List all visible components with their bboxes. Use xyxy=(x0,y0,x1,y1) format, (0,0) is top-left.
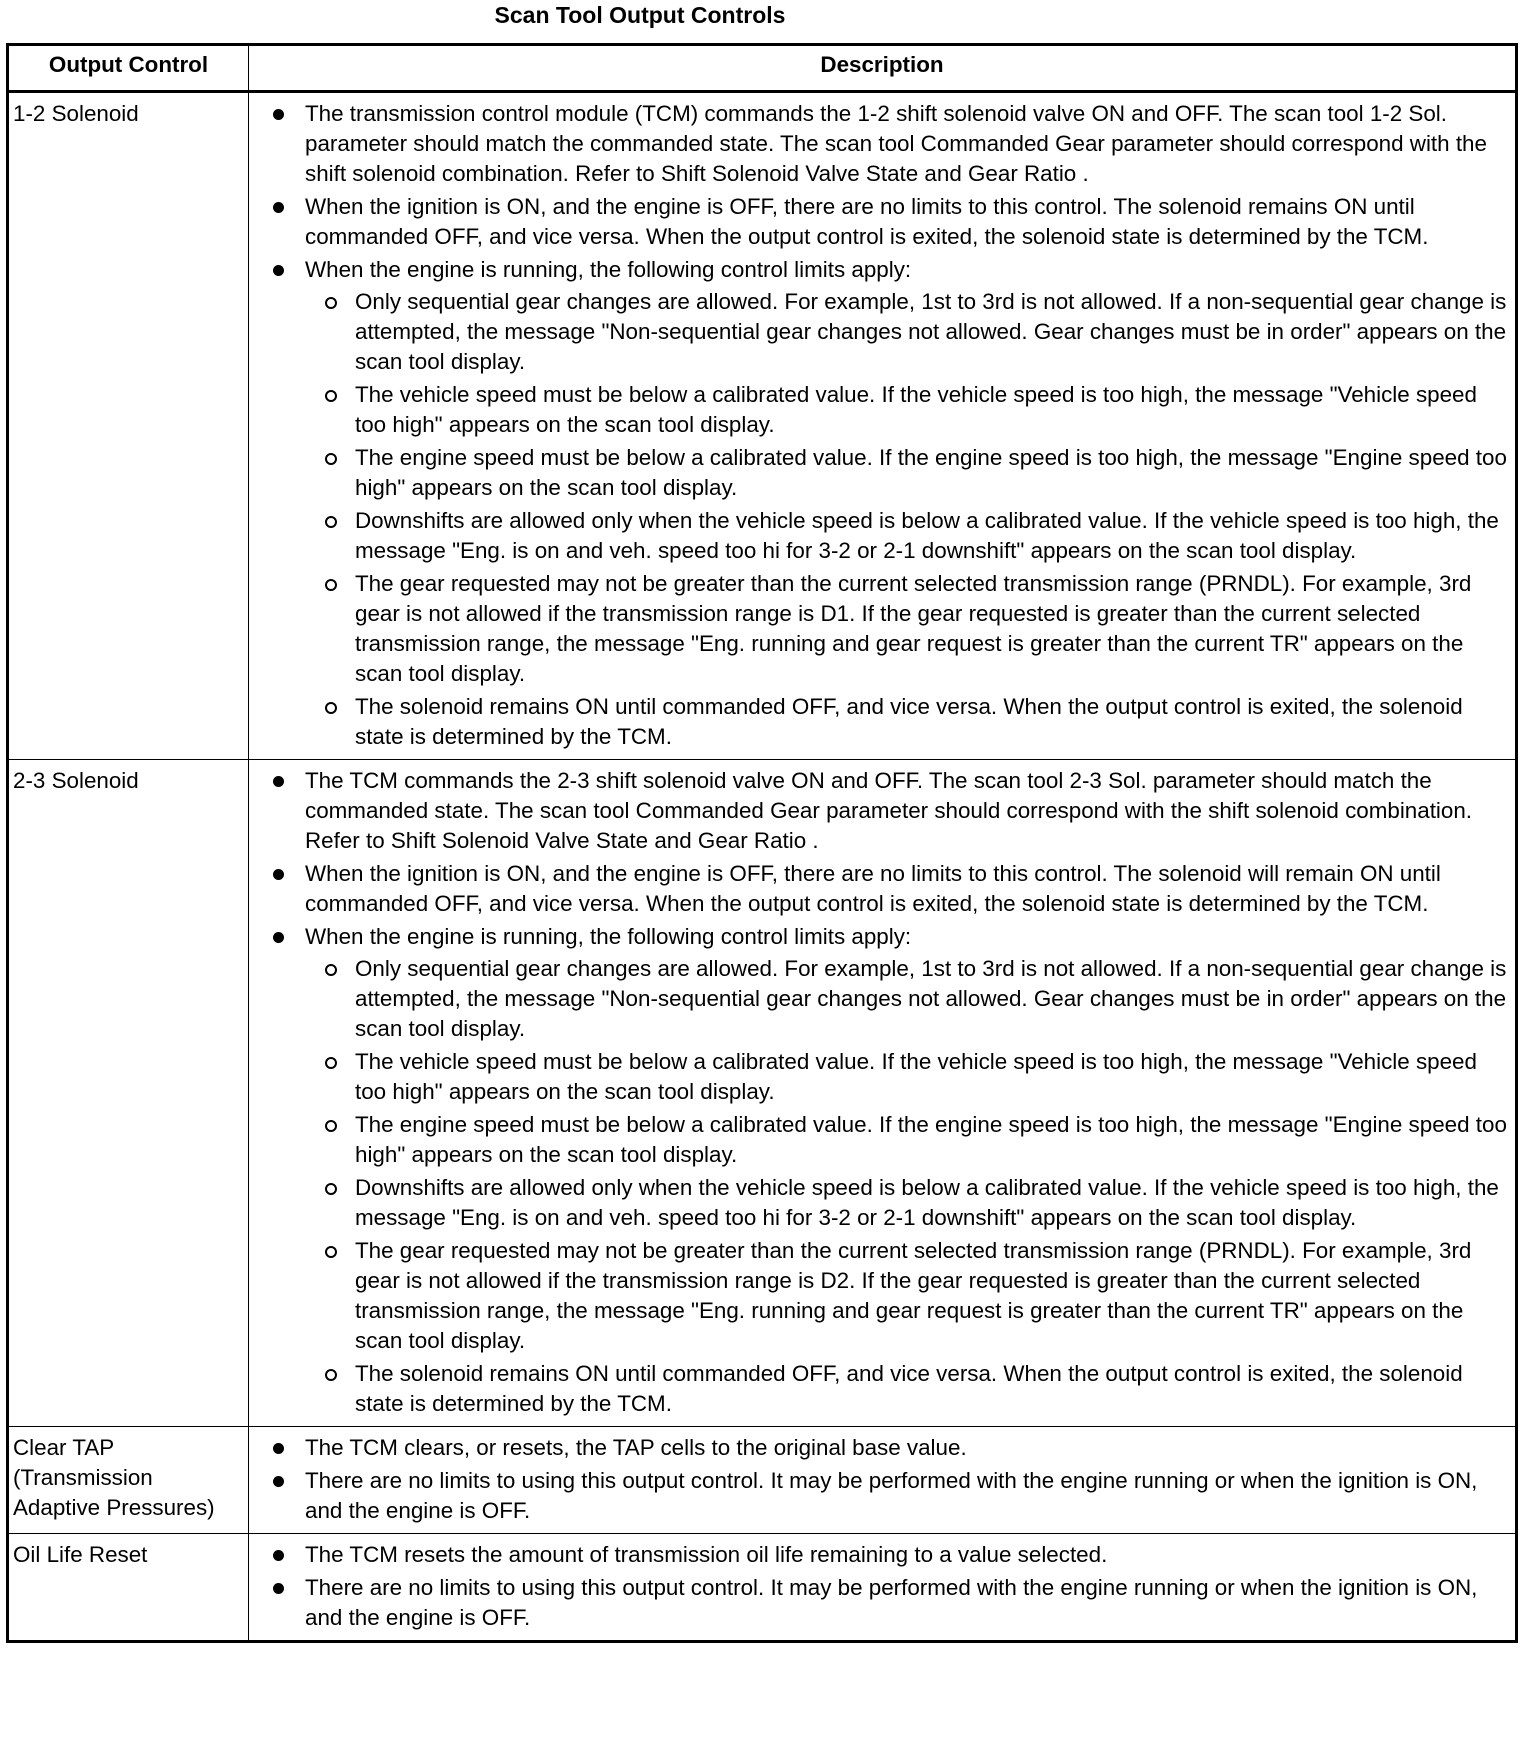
bullet-item xyxy=(249,99,1513,189)
sub-bullet-item: The vehicle speed must be below a calibrated value. If the vehicle speed is too high, the message "Vehicle speed too high" appears on the scan tool display. xyxy=(305,1047,1513,1107)
description-cell xyxy=(249,760,1517,1427)
bullet-item xyxy=(249,1540,1513,1570)
sub-bullet-list xyxy=(305,287,1513,752)
sub-bullet-item: The engine speed must be below a calibrated value. If the engine speed is too high, the message "Engine speed too high" appears on the scan tool display. xyxy=(305,443,1513,503)
table-row xyxy=(8,760,1517,1427)
bullet-text: The TCM resets the amount of transmission oil life remaining to a value selected. xyxy=(305,1542,1108,1567)
bullet-text: The TCM commands the 2-3 shift solenoid valve ON and OFF. The scan tool 2-3 Sol. parameter should match the commanded state. The scan tool Commanded Gear parameter should correspond with the shift solenoid combination. Refer to Shift Solenoid Valve State and Gear Ratio . xyxy=(305,768,1473,853)
bullet-text: When the ignition is ON, and the engine is OFF, there are no limits to this control. The solenoid will remain ON until commanded OFF, and vice versa. When the output control is exited, the solenoid state is determined by the TCM. xyxy=(305,861,1441,916)
sub-bullet-item: Only sequential gear changes are allowed. For example, 1st to 3rd is not allowed. If a non-sequential gear change is attempted, the message "Non-sequential gear changes not allowed. Gear changes must be in order" appears on the scan tool display. xyxy=(305,954,1513,1044)
output-control-name: Oil Life Reset xyxy=(8,1534,249,1642)
sub-bullet-item: Downshifts are allowed only when the vehicle speed is below a calibrated value. If the vehicle speed is too high, the message "Eng. is on and veh. speed too hi for 3-2 or 2-1 downshift" appears on the scan tool display. xyxy=(305,1173,1513,1233)
sub-bullet-item: The engine speed must be below a calibrated value. If the engine speed is too high, the message "Engine speed too high" appears on the scan tool display. xyxy=(305,1110,1513,1170)
sub-bullet-item: The vehicle speed must be below a calibrated value. If the vehicle speed is too high, the message "Vehicle speed too high" appears on the scan tool display. xyxy=(305,380,1513,440)
header-description: Description xyxy=(249,45,1517,92)
sub-bullet-item: The solenoid remains ON until commanded OFF, and vice versa. When the output control is exited, the solenoid state is determined by the TCM. xyxy=(305,692,1513,752)
bullet-item xyxy=(249,766,1513,856)
bullet-text: There are no limits to using this output control. It may be performed with the engine running or when the ignition is ON, and the engine is OFF. xyxy=(305,1468,1478,1523)
bullet-text: When the ignition is ON, and the engine is OFF, there are no limits to this control. The solenoid remains ON until commanded OFF, and vice versa. When the output control is exited, the solenoid state is determined by the TCM. xyxy=(305,194,1429,249)
bullet-item xyxy=(249,922,1513,1419)
bullet-list xyxy=(249,766,1513,1419)
output-control-name: 2-3 Solenoid xyxy=(8,760,249,1427)
table-row xyxy=(8,1534,1517,1642)
description-cell xyxy=(249,1427,1517,1534)
sub-bullet-item: The solenoid remains ON until commanded OFF, and vice versa. When the output control is exited, the solenoid state is determined by the TCM. xyxy=(305,1359,1513,1419)
bullet-text: The TCM clears, or resets, the TAP cells to the original base value. xyxy=(305,1435,967,1460)
bullet-list xyxy=(249,1433,1513,1526)
output-control-name: Clear TAP (Transmission Adaptive Pressures) xyxy=(8,1427,249,1534)
table-row xyxy=(8,92,1517,760)
bullet-item xyxy=(249,192,1513,252)
bullet-item xyxy=(249,255,1513,752)
bullet-item xyxy=(249,1433,1513,1463)
table-row xyxy=(8,1427,1517,1534)
sub-bullet-item: The gear requested may not be greater than the current selected transmission range (PRNDL). For example, 3rd gear is not allowed if the transmission range is D2. If the gear requested is greater than the current selected transmission range, the message "Eng. running and gear request is greater than the current TR" appears on the scan tool display. xyxy=(305,1236,1513,1356)
output-control-name: 1-2 Solenoid xyxy=(8,92,249,760)
bullet-text: There are no limits to using this output control. It may be performed with the engine running or when the ignition is ON, and the engine is OFF. xyxy=(305,1575,1478,1630)
description-cell xyxy=(249,92,1517,760)
sub-bullet-item: Downshifts are allowed only when the vehicle speed is below a calibrated value. If the vehicle speed is too high, the message "Eng. is on and veh. speed too hi for 3-2 or 2-1 downshift" appears on the scan tool display. xyxy=(305,506,1513,566)
description-cell xyxy=(249,1534,1517,1642)
document-title: Scan Tool Output Controls xyxy=(494,2,786,28)
output-controls-table xyxy=(6,43,1518,1643)
bullet-text: The transmission control module (TCM) commands the 1-2 shift solenoid valve ON and OFF. The scan tool 1-2 Sol. parameter should match the commanded state. The scan tool Commanded Gear parameter should correspond with the shift solenoid combination. Refer to Shift Solenoid Valve State and Gear Ratio . xyxy=(305,101,1487,186)
sub-bullet-item: The gear requested may not be greater than the current selected transmission range (PRNDL). For example, 3rd gear is not allowed if the transmission range is D1. If the gear requested is greater than the current selected transmission range, the message "Eng. running and gear request is greater than the current TR" appears on the scan tool display. xyxy=(305,569,1513,689)
sub-bullet-item: Only sequential gear changes are allowed. For example, 1st to 3rd is not allowed. If a non-sequential gear change is attempted, the message "Non-sequential gear changes not allowed. Gear changes must be in order" appears on the scan tool display. xyxy=(305,287,1513,377)
header-output-control: Output Control xyxy=(8,45,249,92)
bullet-item xyxy=(249,1466,1513,1526)
table-header-row xyxy=(8,45,1517,92)
sub-bullet-list xyxy=(305,954,1513,1419)
bullet-item xyxy=(249,1573,1513,1633)
bullet-text: When the engine is running, the following control limits apply: xyxy=(305,257,912,282)
bullet-item xyxy=(249,859,1513,919)
bullet-list xyxy=(249,1540,1513,1633)
bullet-text: When the engine is running, the following control limits apply: xyxy=(305,924,912,949)
bullet-list xyxy=(249,99,1513,752)
